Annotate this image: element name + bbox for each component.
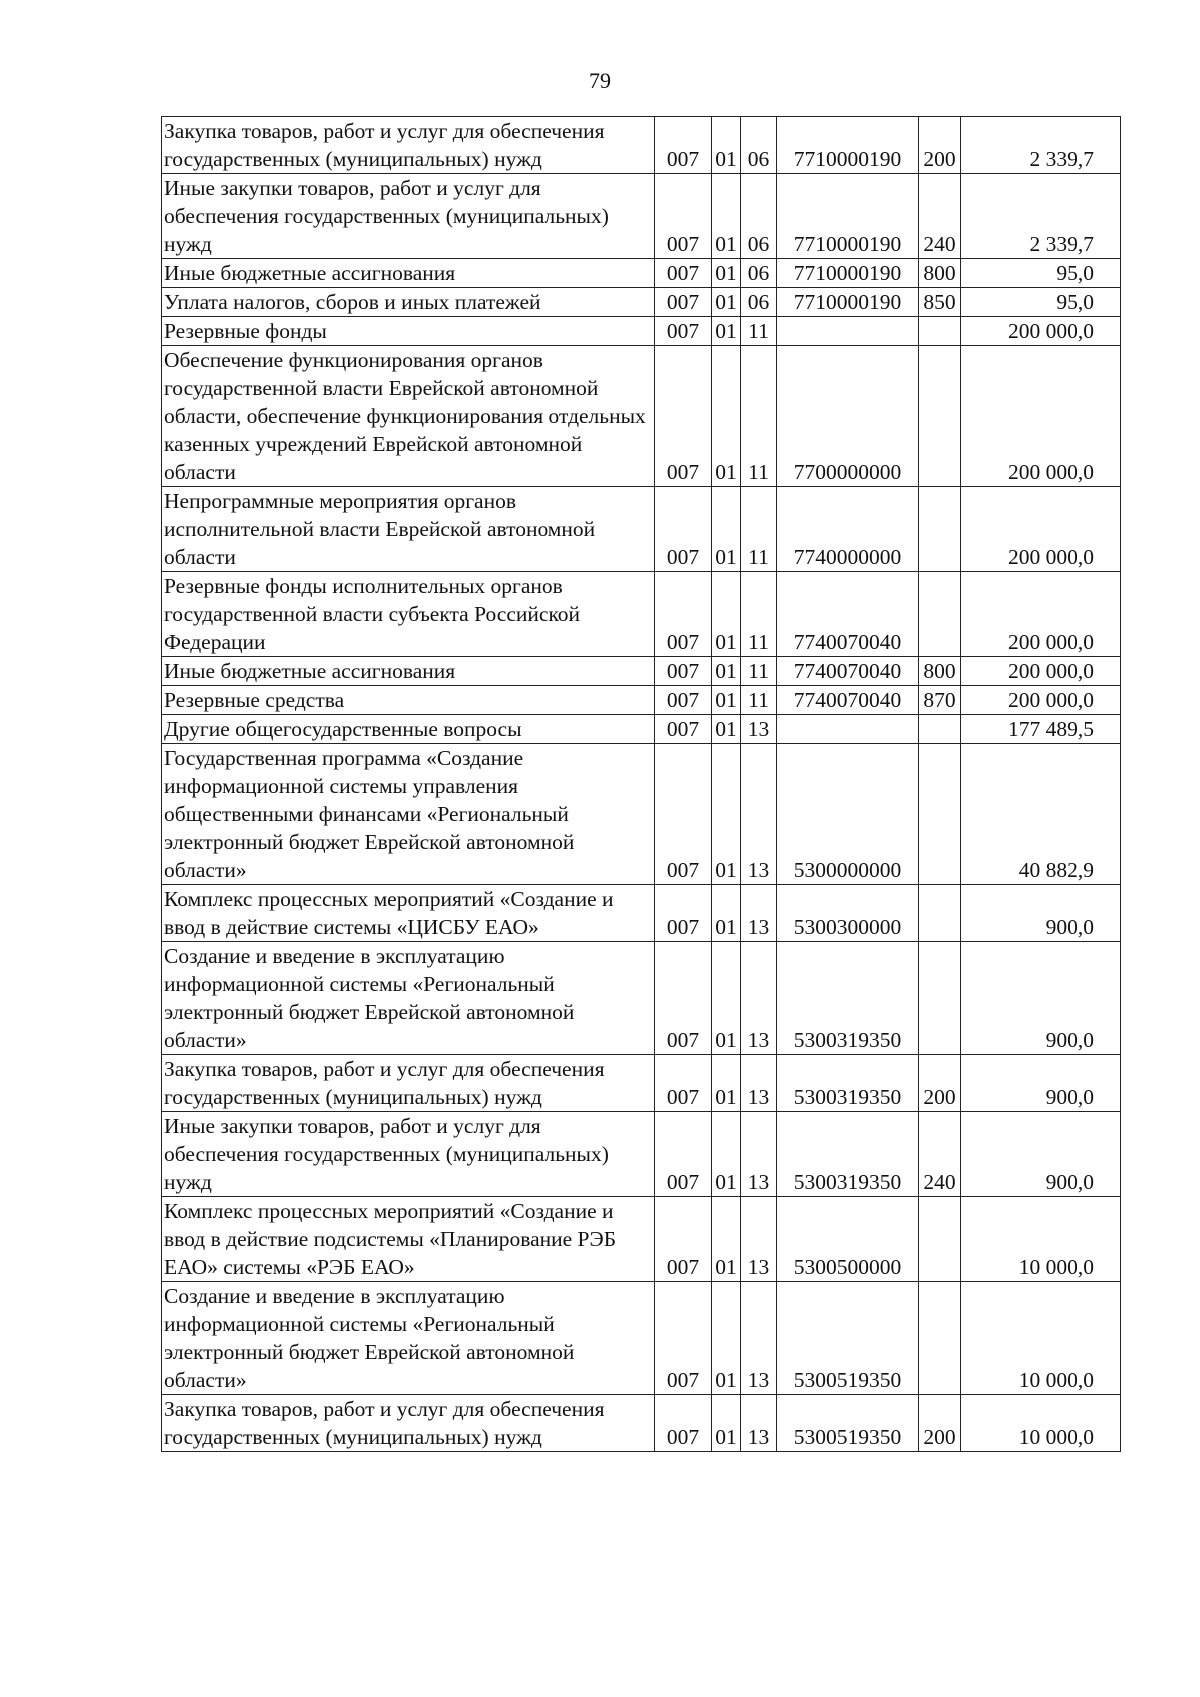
expense-name-cell: Закупка товаров, работ и услуг для обеспечения государственных (муниципальных) нужд xyxy=(162,1395,655,1452)
expense-type-code-cell: 200 xyxy=(919,1055,961,1112)
section-code-cell: 01 xyxy=(712,174,741,259)
expense-name-cell: Государственная программа «Создание информационной системы управления общественными финансами «Региональный электронный бюджет Еврейской автономной области» xyxy=(162,744,655,885)
expense-type-code-cell: 200 xyxy=(919,117,961,174)
subsection-code-cell: 11 xyxy=(741,487,777,572)
expense-name-cell: Непрограммные мероприятия органов исполнительной власти Еврейской автономной области xyxy=(162,487,655,572)
expense-type-code-cell xyxy=(919,346,961,487)
expense-name-cell: Другие общегосударственные вопросы xyxy=(162,715,655,744)
section-code-cell: 01 xyxy=(712,259,741,288)
table-row xyxy=(162,317,1121,346)
section-code-cell: 01 xyxy=(712,487,741,572)
target-article-code-cell: 5300000000 xyxy=(777,744,919,885)
amount-cell: 10 000,0 xyxy=(961,1395,1121,1452)
amount-cell: 177 489,5 xyxy=(961,715,1121,744)
target-article-code-cell: 7700000000 xyxy=(777,346,919,487)
section-code-cell: 01 xyxy=(712,885,741,942)
subsection-code-cell: 13 xyxy=(741,1197,777,1282)
amount-cell: 900,0 xyxy=(961,885,1121,942)
expense-type-code-cell xyxy=(919,715,961,744)
department-code-cell: 007 xyxy=(655,1112,712,1197)
amount-cell: 200 000,0 xyxy=(961,686,1121,715)
table-row xyxy=(162,744,1121,885)
department-code-cell: 007 xyxy=(655,686,712,715)
amount-cell: 2 339,7 xyxy=(961,174,1121,259)
expense-type-code-cell: 850 xyxy=(919,288,961,317)
expense-type-code-cell xyxy=(919,572,961,657)
section-code-cell: 01 xyxy=(712,1395,741,1452)
expense-name-cell: Закупка товаров, работ и услуг для обеспечения государственных (муниципальных) нужд xyxy=(162,117,655,174)
subsection-code-cell: 11 xyxy=(741,317,777,346)
amount-cell: 200 000,0 xyxy=(961,317,1121,346)
subsection-code-cell: 11 xyxy=(741,346,777,487)
department-code-cell: 007 xyxy=(655,1197,712,1282)
target-article-code-cell: 5300519350 xyxy=(777,1282,919,1395)
expense-type-code-cell: 800 xyxy=(919,657,961,686)
expense-name-cell: Создание и введение в эксплуатацию информационной системы «Региональный электронный бюджет Еврейской автономной области» xyxy=(162,942,655,1055)
target-article-code-cell: 5300300000 xyxy=(777,885,919,942)
table-body xyxy=(162,117,1121,1452)
expense-type-code-cell: 240 xyxy=(919,1112,961,1197)
table-row xyxy=(162,117,1121,174)
target-article-code-cell: 7710000190 xyxy=(777,117,919,174)
target-article-code-cell: 7740070040 xyxy=(777,686,919,715)
amount-cell: 200 000,0 xyxy=(961,346,1121,487)
target-article-code-cell: 7710000190 xyxy=(777,259,919,288)
amount-cell: 900,0 xyxy=(961,1055,1121,1112)
subsection-code-cell: 13 xyxy=(741,1112,777,1197)
expense-name-cell: Уплата налогов, сборов и иных платежей xyxy=(162,288,655,317)
target-article-code-cell: 7740070040 xyxy=(777,657,919,686)
subsection-code-cell: 13 xyxy=(741,715,777,744)
subsection-code-cell: 11 xyxy=(741,657,777,686)
expense-name-cell: Создание и введение в эксплуатацию информационной системы «Региональный электронный бюджет Еврейской автономной области» xyxy=(162,1282,655,1395)
expense-name-cell: Иные закупки товаров, работ и услуг для обеспечения государственных (муниципальных) нужд xyxy=(162,1112,655,1197)
section-code-cell: 01 xyxy=(712,744,741,885)
expense-type-code-cell: 200 xyxy=(919,1395,961,1452)
table-row xyxy=(162,572,1121,657)
target-article-code-cell: 7740000000 xyxy=(777,487,919,572)
expense-type-code-cell xyxy=(919,942,961,1055)
table-row xyxy=(162,487,1121,572)
amount-cell: 40 882,9 xyxy=(961,744,1121,885)
table-row xyxy=(162,686,1121,715)
table-row xyxy=(162,1282,1121,1395)
department-code-cell: 007 xyxy=(655,1282,712,1395)
section-code-cell: 01 xyxy=(712,288,741,317)
expense-name-cell: Резервные средства xyxy=(162,686,655,715)
department-code-cell: 007 xyxy=(655,117,712,174)
subsection-code-cell: 06 xyxy=(741,117,777,174)
table-row xyxy=(162,657,1121,686)
budget-table xyxy=(161,116,1121,1452)
target-article-code-cell xyxy=(777,317,919,346)
expense-name-cell: Комплекс процессных мероприятий «Создание и ввод в действие подсистемы «Планирование РЭБ ЕАО» системы «РЭБ ЕАО» xyxy=(162,1197,655,1282)
subsection-code-cell: 06 xyxy=(741,259,777,288)
target-article-code-cell: 5300319350 xyxy=(777,942,919,1055)
amount-cell: 95,0 xyxy=(961,259,1121,288)
subsection-code-cell: 13 xyxy=(741,885,777,942)
subsection-code-cell: 13 xyxy=(741,1395,777,1452)
target-article-code-cell: 7710000190 xyxy=(777,288,919,317)
amount-cell: 95,0 xyxy=(961,288,1121,317)
department-code-cell: 007 xyxy=(655,744,712,885)
table-row xyxy=(162,288,1121,317)
target-article-code-cell: 5300500000 xyxy=(777,1197,919,1282)
department-code-cell: 007 xyxy=(655,715,712,744)
amount-cell: 200 000,0 xyxy=(961,657,1121,686)
amount-cell: 10 000,0 xyxy=(961,1197,1121,1282)
subsection-code-cell: 13 xyxy=(741,744,777,885)
expense-name-cell: Резервные фонды xyxy=(162,317,655,346)
expense-type-code-cell xyxy=(919,1197,961,1282)
table-row xyxy=(162,1197,1121,1282)
target-article-code-cell: 7740070040 xyxy=(777,572,919,657)
amount-cell: 900,0 xyxy=(961,942,1121,1055)
amount-cell: 900,0 xyxy=(961,1112,1121,1197)
section-code-cell: 01 xyxy=(712,572,741,657)
table-row xyxy=(162,259,1121,288)
target-article-code-cell xyxy=(777,715,919,744)
department-code-cell: 007 xyxy=(655,174,712,259)
department-code-cell: 007 xyxy=(655,288,712,317)
subsection-code-cell: 11 xyxy=(741,686,777,715)
expense-type-code-cell: 800 xyxy=(919,259,961,288)
department-code-cell: 007 xyxy=(655,572,712,657)
section-code-cell: 01 xyxy=(712,1282,741,1395)
table-row xyxy=(162,346,1121,487)
department-code-cell: 007 xyxy=(655,317,712,346)
expense-type-code-cell xyxy=(919,744,961,885)
department-code-cell: 007 xyxy=(655,1395,712,1452)
table-row xyxy=(162,174,1121,259)
subsection-code-cell: 11 xyxy=(741,572,777,657)
amount-cell: 200 000,0 xyxy=(961,487,1121,572)
expense-type-code-cell: 870 xyxy=(919,686,961,715)
expense-name-cell: Обеспечение функционирования органов государственной власти Еврейской автономной области, обеспечение функционирования отдельных казенных учреждений Еврейской автономной области xyxy=(162,346,655,487)
table-row xyxy=(162,715,1121,744)
department-code-cell: 007 xyxy=(655,346,712,487)
table-row xyxy=(162,1112,1121,1197)
expense-name-cell: Закупка товаров, работ и услуг для обеспечения государственных (муниципальных) нужд xyxy=(162,1055,655,1112)
section-code-cell: 01 xyxy=(712,317,741,346)
expense-name-cell: Иные бюджетные ассигнования xyxy=(162,259,655,288)
subsection-code-cell: 06 xyxy=(741,288,777,317)
subsection-code-cell: 06 xyxy=(741,174,777,259)
section-code-cell: 01 xyxy=(712,346,741,487)
subsection-code-cell: 13 xyxy=(741,942,777,1055)
section-code-cell: 01 xyxy=(712,117,741,174)
expense-type-code-cell xyxy=(919,1282,961,1395)
department-code-cell: 007 xyxy=(655,942,712,1055)
expense-type-code-cell xyxy=(919,885,961,942)
section-code-cell: 01 xyxy=(712,657,741,686)
subsection-code-cell: 13 xyxy=(741,1282,777,1395)
page-number: 79 xyxy=(589,68,611,93)
target-article-code-cell: 5300519350 xyxy=(777,1395,919,1452)
section-code-cell: 01 xyxy=(712,715,741,744)
department-code-cell: 007 xyxy=(655,487,712,572)
section-code-cell: 01 xyxy=(712,942,741,1055)
table-row xyxy=(162,1395,1121,1452)
amount-cell: 2 339,7 xyxy=(961,117,1121,174)
expense-type-code-cell xyxy=(919,487,961,572)
target-article-code-cell: 5300319350 xyxy=(777,1112,919,1197)
amount-cell: 10 000,0 xyxy=(961,1282,1121,1395)
target-article-code-cell: 5300319350 xyxy=(777,1055,919,1112)
department-code-cell: 007 xyxy=(655,657,712,686)
section-code-cell: 01 xyxy=(712,1197,741,1282)
expense-name-cell: Иные закупки товаров, работ и услуг для обеспечения государственных (муниципальных) нужд xyxy=(162,174,655,259)
expense-name-cell: Комплекс процессных мероприятий «Создание и ввод в действие системы «ЦИСБУ ЕАО» xyxy=(162,885,655,942)
section-code-cell: 01 xyxy=(712,1112,741,1197)
section-code-cell: 01 xyxy=(712,686,741,715)
expense-type-code-cell xyxy=(919,317,961,346)
table-row xyxy=(162,885,1121,942)
expense-name-cell: Иные бюджетные ассигнования xyxy=(162,657,655,686)
department-code-cell: 007 xyxy=(655,1055,712,1112)
expense-type-code-cell: 240 xyxy=(919,174,961,259)
subsection-code-cell: 13 xyxy=(741,1055,777,1112)
section-code-cell: 01 xyxy=(712,1055,741,1112)
amount-cell: 200 000,0 xyxy=(961,572,1121,657)
department-code-cell: 007 xyxy=(655,885,712,942)
target-article-code-cell: 7710000190 xyxy=(777,174,919,259)
table-row xyxy=(162,942,1121,1055)
table-row xyxy=(162,1055,1121,1112)
department-code-cell: 007 xyxy=(655,259,712,288)
expense-name-cell: Резервные фонды исполнительных органов государственной власти субъекта Российской Федерации xyxy=(162,572,655,657)
